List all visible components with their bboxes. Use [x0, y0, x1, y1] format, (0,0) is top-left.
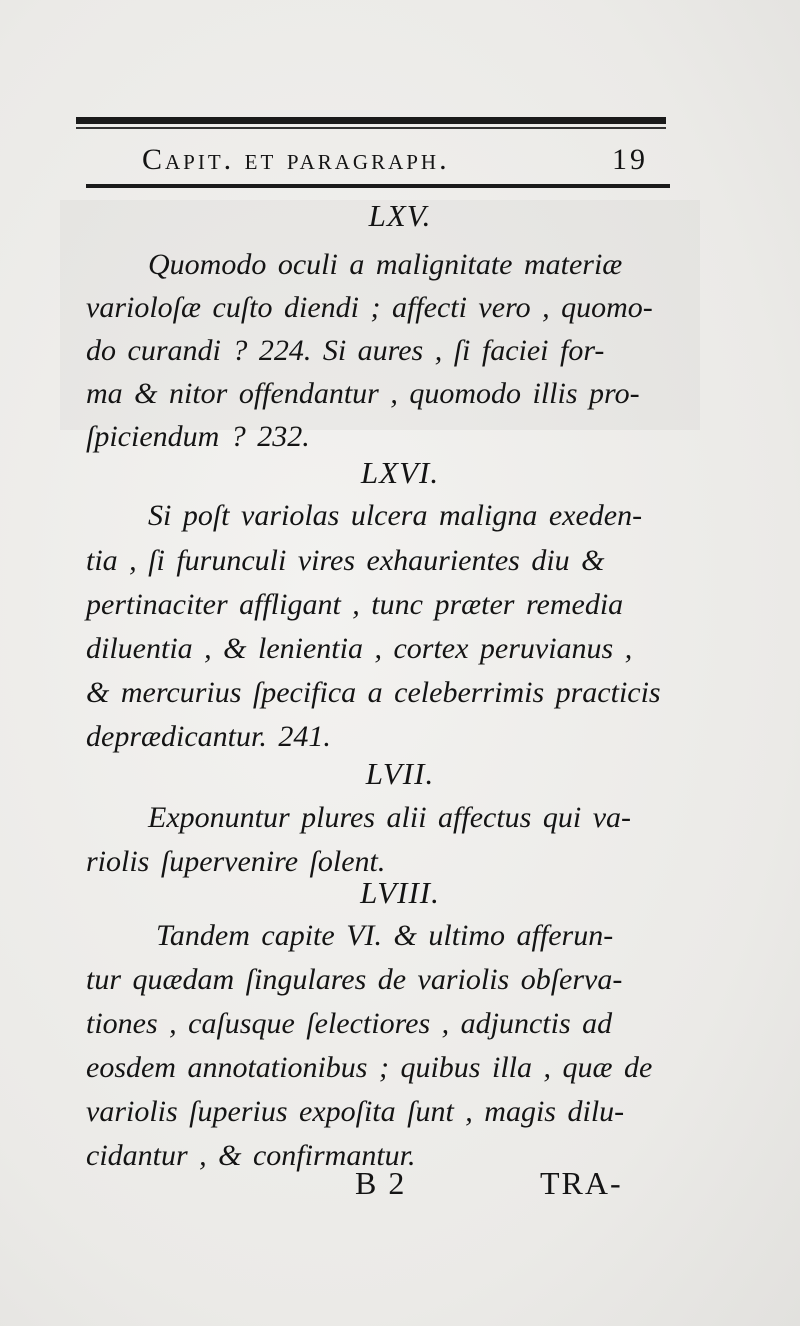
- text-line: tur quædam ſingulares de variolis obſerva-: [86, 963, 623, 996]
- text-line: varioloſæ cuſto diendi ; affecti vero , quomo-: [86, 291, 653, 324]
- head-rule: [86, 184, 670, 188]
- text-line: ma & nitor offendantur , quomodo illis pro-: [86, 377, 640, 410]
- page-number: 19: [612, 143, 648, 176]
- text-line: deprædicantur. 241.: [86, 720, 331, 753]
- text-line: tiones , caſusque ſelectiores , adjunctis ad: [86, 1007, 613, 1040]
- text-line: Si poſt variolas ulcera maligna exeden-: [148, 499, 643, 532]
- running-head-title: Capit. et paragraph.: [142, 143, 450, 176]
- text-line: do curandi ? 224. Si aures , ſi faciei for-: [86, 334, 605, 367]
- text-line: Exponuntur plures alii affectus qui va-: [148, 801, 631, 834]
- text-line: Quomodo oculi a malignitate materiæ: [148, 248, 623, 281]
- top-rule-thin: [76, 127, 666, 129]
- top-rule: [76, 117, 666, 124]
- text-line: Tandem capite VI. & ultimo afferun-: [156, 919, 614, 952]
- text-line: pertinaciter affligant , tunc præter remedia: [86, 588, 624, 621]
- catchword: TRA-: [540, 1165, 623, 1201]
- text-line: tia , ſi furunculi vires exhaurientes diu &: [86, 544, 605, 577]
- text-line: diluentia , & lenientia , cortex peruvianus ,: [86, 632, 633, 665]
- text-line: ſpiciendum ? 232.: [86, 420, 310, 453]
- section-heading: LXV.: [368, 198, 432, 233]
- running-head: [90, 140, 660, 180]
- signature-mark: B 2: [355, 1165, 407, 1201]
- text-line: variolis ſuperius expoſita ſunt , magis dilu-: [86, 1095, 625, 1128]
- text-line: riolis ſupervenire ſolent.: [86, 845, 386, 878]
- text-line: cidantur , & confirmantur.: [86, 1139, 416, 1172]
- text-line: eosdem annotationibus ; quibus illa , quæ de: [86, 1051, 653, 1084]
- text-line: & mercurius ſpecifica a celeberrimis practicis: [86, 676, 661, 709]
- section-heading: LVIII.: [360, 875, 440, 910]
- section-heading: LXVI.: [360, 455, 440, 490]
- section-heading: LVII.: [365, 756, 435, 791]
